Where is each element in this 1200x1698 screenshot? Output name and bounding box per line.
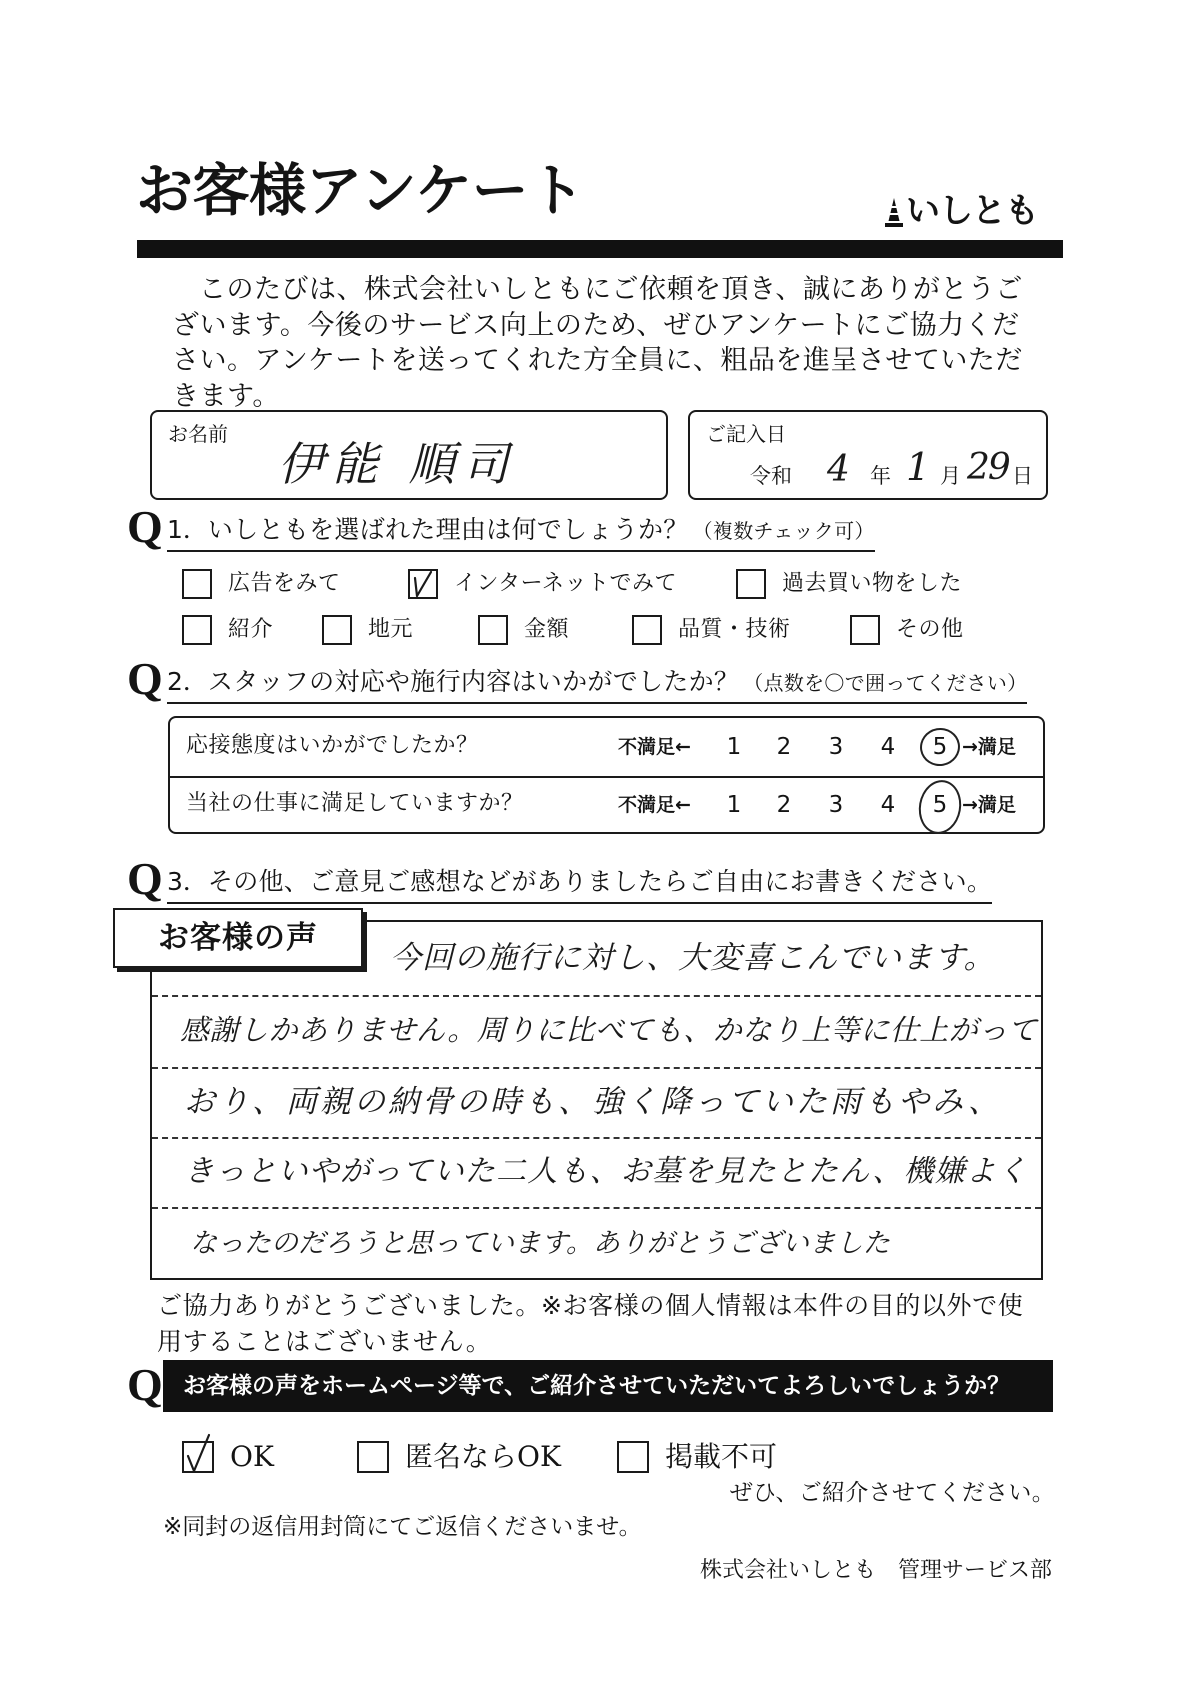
consent-option-decline[interactable] [617, 1440, 777, 1474]
consent-option-anonymous[interactable] [357, 1440, 561, 1474]
checkbox[interactable] [736, 569, 766, 599]
score-option-5[interactable]: 5 [928, 732, 952, 762]
date-month-unit: 月 [940, 464, 961, 488]
question-2-heading [167, 666, 1027, 704]
question-number: 2． [167, 667, 208, 696]
company-logo [884, 190, 1038, 230]
checkbox[interactable] [850, 615, 880, 645]
question-marker: Q [127, 501, 163, 552]
company-department: 株式会社いしとも 管理サービス部 [699, 1558, 1052, 1583]
option-label: 地元 [368, 617, 414, 642]
checkbox[interactable] [182, 615, 212, 645]
checkbox[interactable] [322, 615, 352, 645]
rating-question: 応接態度はいかがでしたか？ [186, 733, 479, 758]
checkbox[interactable] [408, 569, 438, 599]
voice-line: なったのだろうと思っています。ありがとうございました [190, 1228, 890, 1259]
date-day-value[interactable]: 29 [967, 447, 1009, 488]
logo-text: いしとも [906, 191, 1038, 231]
check-mark-icon [408, 569, 438, 599]
reason-option-past-purchase[interactable] [736, 569, 962, 599]
scale-low-label: 不満足← [618, 736, 691, 758]
scale-high-label: →満足 [962, 736, 1016, 758]
option-label: インターネットでみて [454, 571, 678, 596]
option-label: 掲載不可 [665, 1440, 778, 1473]
score-option-4[interactable]: 4 [880, 734, 896, 760]
date-field[interactable] [688, 410, 1048, 500]
option-label: 広告をみて [228, 571, 341, 596]
score-option-4[interactable]: 4 [880, 792, 896, 818]
title-divider-bar [137, 240, 1063, 258]
reason-option-internet[interactable] [408, 569, 677, 599]
checkbox[interactable] [617, 1441, 649, 1473]
option-label: 金額 [524, 617, 570, 642]
option-label: 品質・技術 [678, 617, 791, 642]
dotted-rule [152, 995, 1041, 997]
question-3-heading [167, 866, 992, 904]
question-note: （点数を〇で囲ってください） [743, 671, 1028, 695]
date-year-unit: 年 [870, 464, 891, 488]
voice-line: 感謝しかありません。周りに比べても、かなり上等に仕上がって [180, 1013, 1038, 1047]
consent-option-ok[interactable] [182, 1440, 274, 1474]
date-label: ご記入日 [706, 422, 786, 446]
option-label: 過去買い物をした [782, 571, 963, 596]
score-option-2[interactable]: 2 [776, 792, 792, 818]
question-number: 1． [167, 515, 208, 544]
question-1-heading [167, 514, 875, 552]
score-option-5[interactable]: 5 [928, 790, 952, 820]
option-label: OK [230, 1440, 274, 1473]
question-marker: Q [127, 653, 163, 704]
page-title: お客様アンケート [136, 158, 585, 224]
scale-high-label: →満足 [962, 794, 1016, 816]
option-label: 紹介 [228, 617, 274, 642]
date-day-unit: 日 [1012, 464, 1033, 488]
voice-line: おり、両親の納骨の時も、強く降っていた雨もやみ、 [184, 1084, 1002, 1120]
scale-low-label: 不満足← [618, 794, 691, 816]
checkbox[interactable] [357, 1441, 389, 1473]
checkbox[interactable] [478, 615, 508, 645]
voice-line: 今回の施行に対し、大変喜こんでいます。 [390, 940, 996, 976]
question-note: （複数チェック可） [692, 519, 875, 543]
check-mark-icon [182, 1441, 214, 1473]
intro-line: このたびは、株式会社いしともにご依頼を頂き、誠にありがとうご [199, 274, 1023, 305]
customer-voice-label: お客様の声 [113, 908, 363, 968]
option-label: その他 [896, 617, 964, 642]
reason-option-quality[interactable] [632, 615, 791, 645]
score-option-1[interactable]: 1 [726, 792, 742, 818]
checkbox[interactable] [632, 615, 662, 645]
question-marker: Q [127, 853, 163, 904]
intro-paragraph [172, 272, 1023, 414]
intro-line: さい。アンケートを送ってくれた方全員に、粗品を進呈させていただ [172, 345, 1023, 376]
publish-consent-question: お客様の声をホームページ等で、ご紹介させていただいてよろしいでしょうか？ [163, 1360, 1053, 1412]
dotted-rule [152, 1137, 1041, 1139]
reason-option-other[interactable] [850, 615, 964, 645]
name-value[interactable]: 伊能 順司 [278, 437, 517, 491]
question-marker: Q [127, 1359, 163, 1410]
intro-line: ざいます。今後のサービス向上のため、ぜひアンケートにご協力くだ [172, 309, 1020, 341]
stone-lantern-icon [884, 196, 904, 230]
option-label: 匿名ならOK [405, 1440, 561, 1473]
reason-option-local[interactable] [322, 615, 413, 645]
rating-table [168, 716, 1045, 834]
privacy-note-line: ご協力ありがとうございました。※お客様の個人情報は本件の目的以外で使 [157, 1291, 1024, 1320]
date-era: 令和 [750, 464, 792, 488]
dotted-rule [152, 1067, 1041, 1069]
date-year-value[interactable]: 4 [827, 449, 850, 490]
question-text: その他、ご意見ご感想などがありましたらご自由にお書きください。 [207, 867, 993, 896]
reason-option-ad[interactable] [182, 569, 341, 599]
checkbox[interactable] [182, 1441, 214, 1473]
rating-row [170, 718, 1043, 778]
score-option-2[interactable]: 2 [776, 734, 792, 760]
name-field[interactable] [150, 410, 668, 500]
dotted-rule [152, 1207, 1041, 1209]
intro-line: きます。 [172, 380, 280, 412]
question-text: スタッフの対応や施行内容はいかがでしたか？ [207, 667, 740, 696]
date-month-value[interactable]: 1 [906, 445, 931, 489]
score-option-1[interactable]: 1 [726, 734, 742, 760]
question-number: 3． [167, 867, 208, 896]
privacy-note [157, 1288, 1023, 1360]
checkbox[interactable] [182, 569, 212, 599]
rating-row [170, 776, 1043, 834]
customer-voice-textarea[interactable] [150, 920, 1043, 1280]
name-label: お名前 [168, 422, 228, 446]
consent-comment: ぜひ、ご紹介させてください。 [729, 1480, 1055, 1506]
privacy-note-line: 用することはございません。 [157, 1327, 492, 1356]
reason-option-referral[interactable] [182, 615, 273, 645]
voice-line: きっといやがっていた二人も、お墓を見たとたん、機嫌よく [184, 1154, 1029, 1189]
return-envelope-note: ※同封の返信用封筒にてご返信くださいませ。 [163, 1514, 642, 1540]
reason-option-price[interactable] [478, 615, 569, 645]
score-option-3[interactable]: 3 [828, 734, 844, 760]
question-text: いしともを選ばれた理由は何でしょうか？ [207, 515, 689, 544]
score-option-3[interactable]: 3 [828, 792, 844, 818]
rating-question: 当社の仕事に満足していますか？ [186, 791, 524, 816]
